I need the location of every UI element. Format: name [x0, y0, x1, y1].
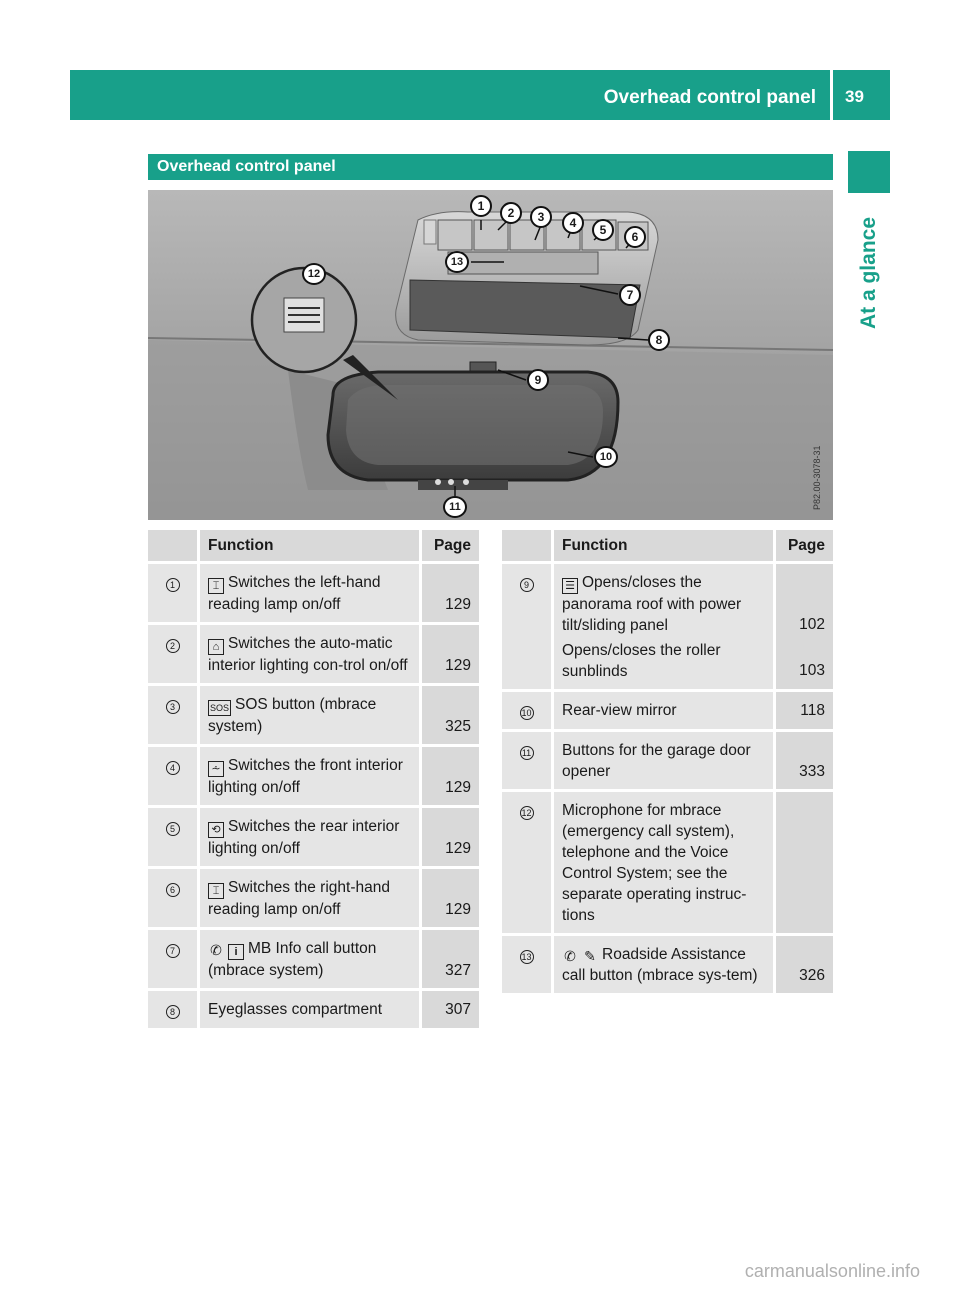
row-text: Eyeglasses compartment: [208, 1001, 383, 1018]
row-number: 9: [520, 578, 534, 592]
header-function: Function: [554, 530, 773, 564]
row-number: 13: [521, 952, 532, 962]
callout-8: 8: [648, 329, 670, 351]
row-page: [773, 792, 833, 936]
phone-icon: ✆: [564, 948, 576, 964]
table-row: [148, 686, 479, 747]
callout-3: 3: [530, 206, 552, 228]
row-page: 325: [419, 686, 479, 747]
row-page: 129: [419, 564, 479, 625]
row-text: Opens/closes the panorama roof with power tilt/sliding panel: [562, 574, 742, 634]
table-row: [148, 564, 479, 625]
row-number: 11: [520, 746, 534, 760]
row-page: 307: [419, 991, 479, 1031]
function-table-left: [148, 530, 479, 1031]
section-title: Overhead control panel: [157, 158, 336, 175]
row-text: SOS button (mbrace system): [208, 696, 377, 735]
callout-2: 2: [500, 202, 522, 224]
row-number: 7: [166, 944, 180, 958]
callout-4: 4: [562, 212, 584, 234]
row-text-secondary: Opens/closes the roller sunblinds: [562, 642, 721, 680]
image-code: P82.00-3078-31: [812, 445, 822, 510]
table-row: [502, 732, 833, 792]
row-page: 326: [773, 936, 833, 996]
header-page: Page: [419, 530, 479, 564]
table-row: [148, 869, 479, 930]
table-row: [502, 936, 833, 996]
row-page: 118: [773, 692, 833, 732]
row-text: Buttons for the garage door opener: [562, 742, 751, 780]
row-text: Switches the front interior lighting on/off: [208, 757, 403, 796]
table-row: [148, 991, 479, 1031]
footer-watermark: carmanualsonline.info: [744, 1261, 920, 1281]
panorama-roof-icon: ☰: [562, 578, 578, 594]
row-page: 333: [773, 732, 833, 792]
row-text: Switches the right-hand reading lamp on/off: [208, 879, 390, 918]
side-tab: [848, 200, 890, 340]
table-row: [502, 564, 833, 692]
function-table-right: [502, 530, 833, 996]
row-page: 102: [799, 616, 825, 633]
row-text: Switches the rear interior lighting on/off: [208, 818, 400, 857]
row-text: Microphone for mbrace (emergency call system), telephone and the Voice Control System; see the separate operating instruc-tions: [562, 802, 747, 924]
sos-icon: SOS: [208, 700, 231, 716]
table-header-row: [502, 530, 833, 564]
reading-lamp-icon: ⌶: [208, 883, 224, 899]
header-function: Function: [200, 530, 419, 564]
callout-12: 12: [302, 263, 326, 285]
row-page: 129: [419, 747, 479, 808]
callout-6: 6: [624, 226, 646, 248]
side-tab-label: At a glance: [857, 216, 881, 330]
rear-light-icon: ⟲: [208, 822, 224, 838]
table-row: [148, 930, 479, 991]
table-row: [148, 625, 479, 686]
header-page: Page: [773, 530, 833, 564]
row-number: 5: [166, 822, 180, 836]
row-number: 3: [166, 700, 180, 714]
header-num: [148, 530, 200, 564]
callout-13: 13: [445, 251, 469, 273]
row-page: 327: [419, 930, 479, 991]
callout-7: 7: [619, 284, 641, 306]
row-page-secondary: 103: [799, 662, 825, 679]
row-text: Switches the auto-matic interior lighting con-trol on/off: [208, 635, 408, 674]
table-row: [502, 792, 833, 936]
row-number: 12: [521, 808, 532, 818]
photo-svg: [148, 190, 833, 520]
front-light-icon: ⩪: [208, 761, 224, 777]
row-number: 10: [521, 708, 532, 718]
reading-lamp-icon: ⌶: [208, 578, 224, 594]
row-page: 129: [419, 869, 479, 930]
overhead-panel-photo: [148, 190, 833, 520]
callout-5: 5: [592, 219, 614, 241]
table-row: [148, 747, 479, 808]
callout-9: 9: [527, 369, 549, 391]
callout-1: 1: [470, 195, 492, 217]
row-page: 129: [419, 808, 479, 869]
roadside-icon: ✎: [584, 948, 596, 964]
header-num: [502, 530, 554, 564]
header-title: Overhead control panel: [603, 87, 816, 108]
row-number: 4: [166, 761, 180, 775]
auto-lighting-icon: ⌂: [208, 639, 224, 655]
row-number: 6: [166, 883, 180, 897]
row-text: Rear-view mirror: [562, 702, 677, 719]
side-tab-block: [848, 151, 890, 193]
header-separator: [830, 70, 833, 120]
info-call-icon: i: [228, 944, 244, 960]
table-row: [502, 692, 833, 732]
phone-icon: ✆: [210, 942, 222, 958]
table-row: [148, 808, 479, 869]
page-number: 39: [845, 87, 864, 106]
row-number: 8: [166, 1005, 180, 1019]
row-text: Roadside Assistance call button (mbrace sys-tem): [562, 946, 758, 984]
row-page: 129: [419, 625, 479, 686]
row-text: Switches the left-hand reading lamp on/off: [208, 574, 381, 613]
row-text: MB Info call button (mbrace system): [208, 940, 377, 979]
row-number: 2: [166, 639, 180, 653]
row-number: 1: [166, 578, 180, 592]
table-header-row: [148, 530, 479, 564]
callout-10: 10: [594, 446, 618, 468]
callout-11: 11: [443, 496, 467, 518]
